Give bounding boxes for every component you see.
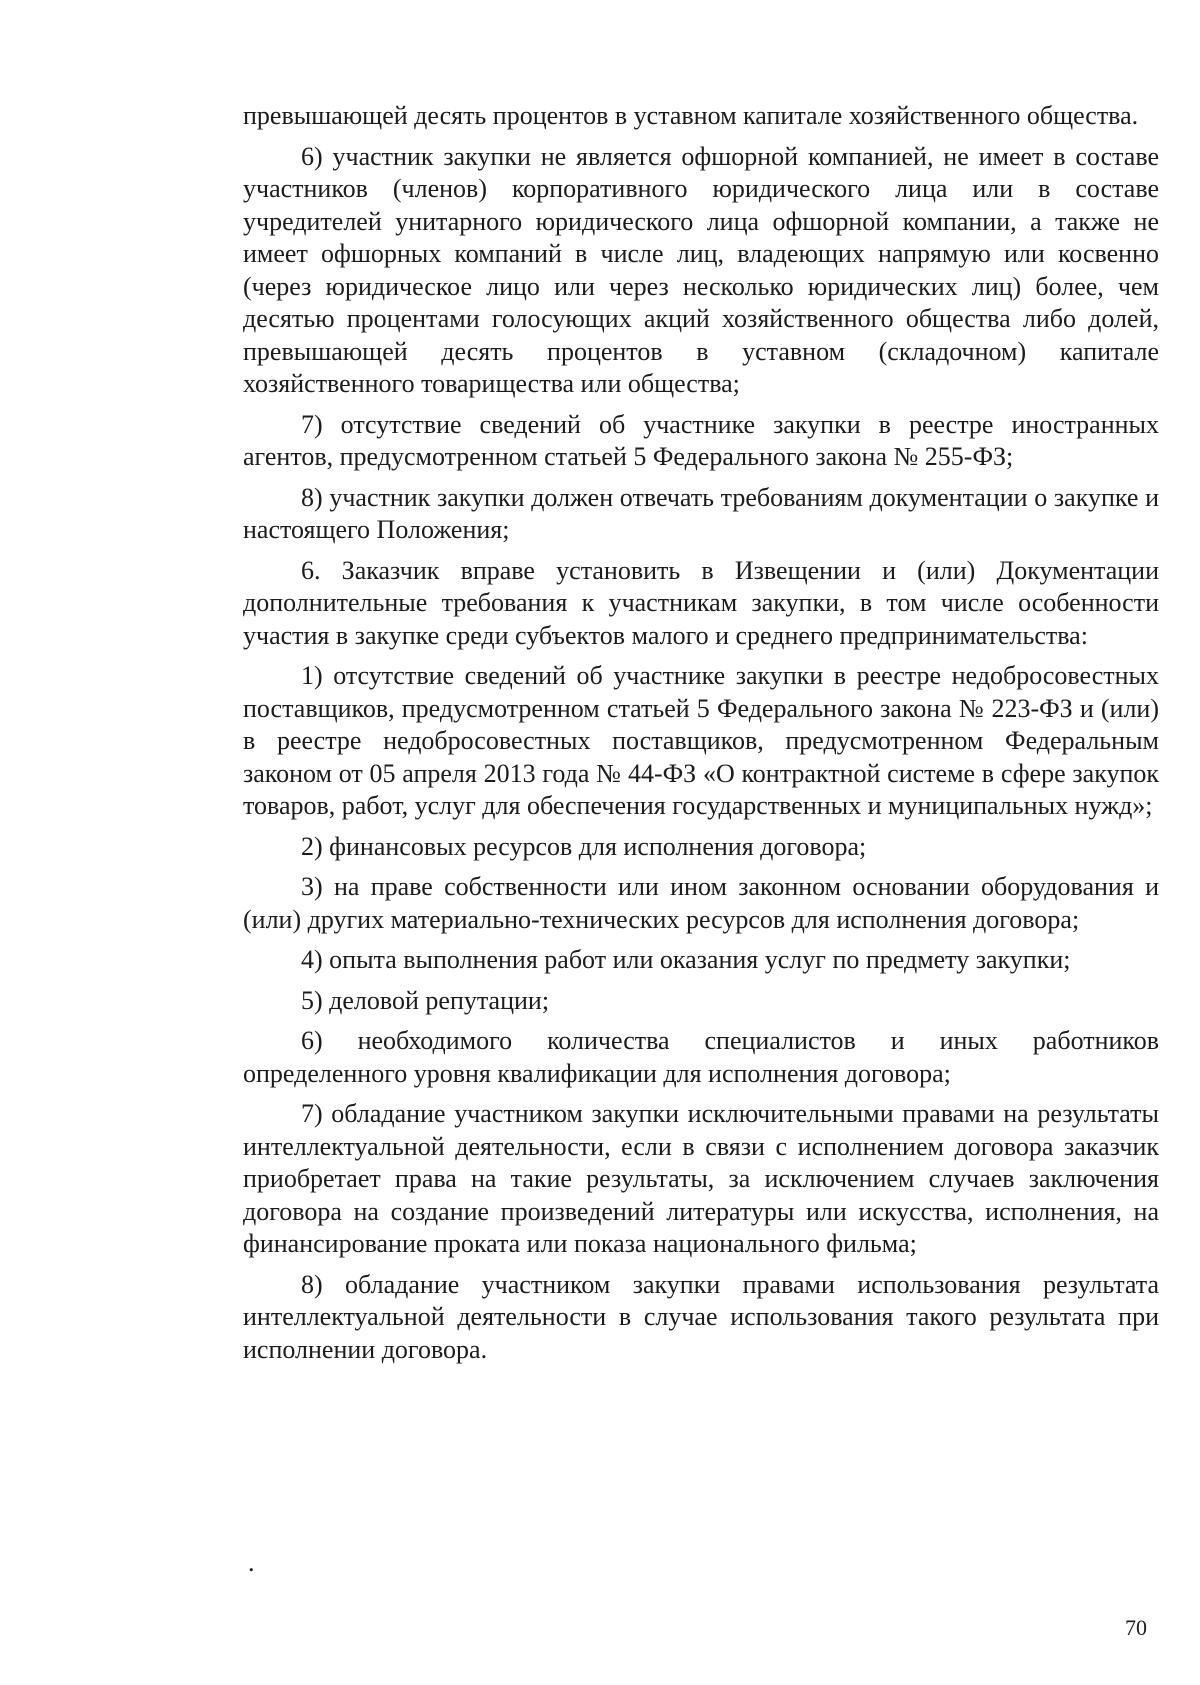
document-body — [243, 100, 1159, 1374]
paragraph-sub-4-experience: 4) опыта выполнения работ или оказания услуг по предмету закупки; — [301, 945, 1071, 974]
paragraph-section-6: 6. Заказчик вправе установить в Извещении и (или) Документации дополнительные требования к участникам закупки, в том числе особенности участия в закупке среди субъектов малого и среднего предпринимательства: — [243, 555, 1159, 650]
paragraph-sub-1-registry: 1) отсутствие сведений об участнике закупки в реестре недобросовестных поставщиков, предусмотренном статьей 5 Федерального закона № 223-ФЗ и (или) в реестре недобросовестных поставщиков, предусмотренном Федеральным законом от 05 апреля 2013 года № 44-ФЗ «О контрактной системе в сфере закупок товаров, работ, услуг для обеспечения государственных и муниципальных нужд»; — [243, 661, 1159, 820]
paragraph-item-7-foreign-agents: 7) отсутствие сведений об участнике закупки в реестре иностранных агентов, предусмотренном статьей 5 Федерального закона № 255-ФЗ; — [243, 409, 1159, 471]
paragraph-item-8-requirements: 8) участник закупки должен отвечать требованиям документации о закупке и настоящего Положения; — [243, 482, 1159, 544]
paragraph-sub-2-financial: 2) финансовых ресурсов для исполнения договора; — [301, 831, 867, 861]
paragraph-sub-5-reputation: 5) деловой репутации; — [301, 985, 550, 1015]
paragraph-sub-3-equipment: 3) на праве собственности или ином законном основании оборудования и (или) других материально-технических ресурсов для исполнения договора; — [243, 872, 1159, 934]
paragraph-continuation: превышающей десять процентов в уставном капитале хозяйственного общества. — [243, 101, 1139, 130]
stray-mark: . — [248, 1548, 255, 1577]
page-number: 70 — [1125, 1615, 1147, 1640]
paragraph-item-6-offshore: 6) участник закупки не является офшорной компанией, не имеет в составе участников (членов) корпоративного юридического лица или в составе учредителей унитарного юридического лица офшорной компании, а также не имеет офшорных компаний в числе лиц, владеющих напрямую или косвенно (через юридическое лицо или через несколько юридических лиц) более, чем десятью процентами голосующих акций хозяйственного общества либо долей, превышающей десять процентов в уставном (складочном) капитале хозяйственного товарищества или общества; — [243, 141, 1159, 398]
paragraph-sub-8-usage-rights: 8) обладание участником закупки правами использования результата интеллектуальной деятельности в случае использования такого результата при исполнении договора. — [243, 1269, 1159, 1364]
paragraph-sub-6-staff: 6) необходимого количества специалистов и иных работников определенного уровня квалификации для исполнения договора; — [243, 1026, 1159, 1088]
paragraph-sub-7-exclusive-rights: 7) обладание участником закупки исключительными правами на результаты интеллектуальной деятельности, если в связи с исполнением договора заказчик приобретает права на такие результаты, за исключением случаев заключения договора на создание произведений литературы или искусства, исполнения, на финансирование проката или показа национального фильма; — [243, 1099, 1159, 1258]
